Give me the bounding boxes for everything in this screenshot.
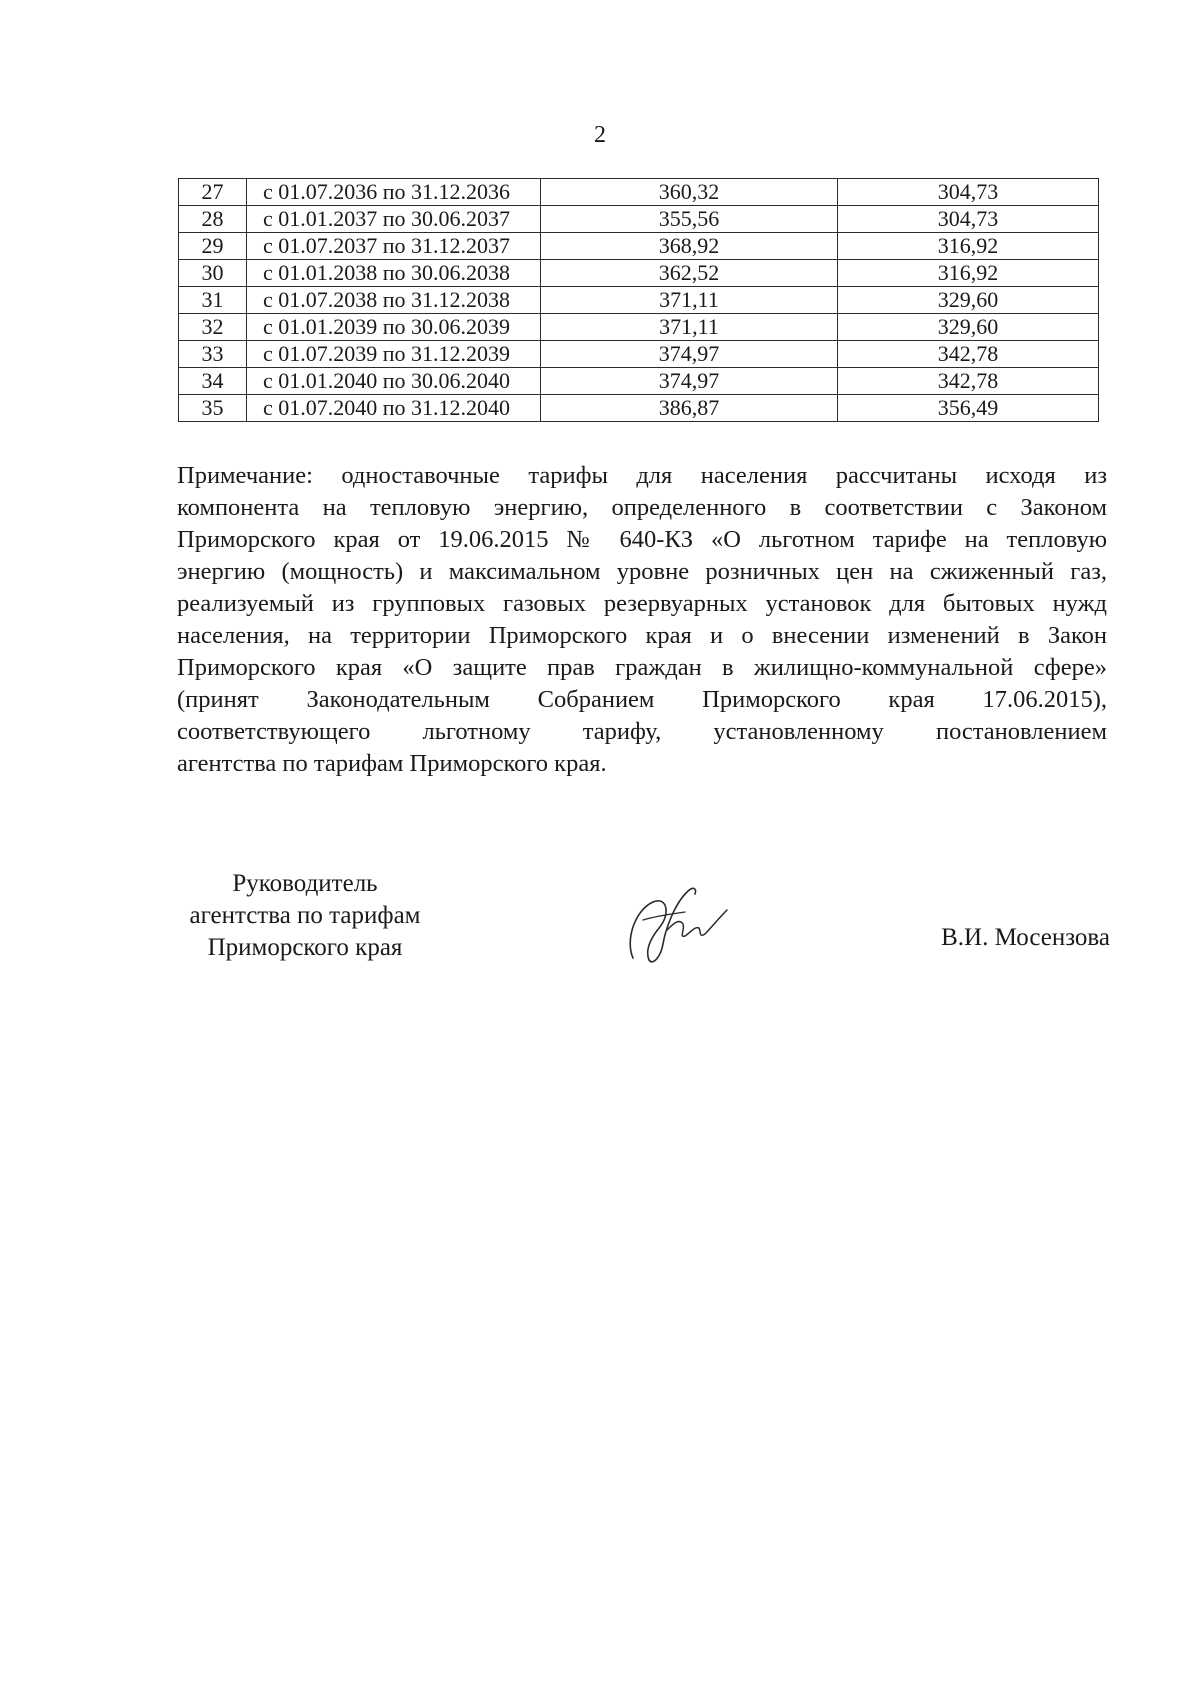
row-number-cell: 28 [179, 206, 247, 233]
table-row [179, 341, 1099, 368]
row-number-cell: 27 [179, 179, 247, 206]
period-cell: с 01.07.2038 по 31.12.2038 [247, 287, 541, 314]
tariff-value-cell: 316,92 [838, 233, 1099, 260]
tariff-value-cell: 368,92 [541, 233, 838, 260]
tariff-value-cell: 342,78 [838, 341, 1099, 368]
period-cell: с 01.07.2040 по 31.12.2040 [247, 395, 541, 422]
table-row [179, 314, 1099, 341]
table-row [179, 206, 1099, 233]
tariff-value-cell: 355,56 [541, 206, 838, 233]
note-line: агентства по тарифам Приморского края. [177, 750, 607, 777]
note-line: населения, на территории Приморского края и о внесении изменений в Закон [177, 622, 1107, 649]
signer-position-line: Руководитель [232, 870, 378, 897]
tariff-value-cell: 374,97 [541, 341, 838, 368]
row-number-cell: 29 [179, 233, 247, 260]
row-number-cell: 30 [179, 260, 247, 287]
tariff-value-cell: 329,60 [838, 287, 1099, 314]
tariff-value-cell: 356,49 [838, 395, 1099, 422]
tariff-value-cell: 316,92 [838, 260, 1099, 287]
note-line: соответствующего льготному тарифу, установленному постановлением [177, 718, 1107, 745]
table-row [179, 287, 1099, 314]
note-line: Приморского края от 19.06.2015 № 640-КЗ «О льготном тарифе на тепловую [177, 526, 1107, 553]
note-line: Приморского края «О защите прав граждан в жилищно-коммунальной сфере» [177, 654, 1107, 681]
row-number-cell: 33 [179, 341, 247, 368]
signer-position-line: Приморского края [207, 934, 403, 961]
row-number-cell: 35 [179, 395, 247, 422]
row-number-cell: 32 [179, 314, 247, 341]
note-line: Примечание: одноставочные тарифы для населения рассчитаны исходя из [177, 462, 1107, 489]
note-line: компонента на тепловую энергию, определенного в соответствии с Законом [177, 494, 1107, 521]
tariff-value-cell: 371,11 [541, 287, 838, 314]
table-row [179, 368, 1099, 395]
note-line: (принят Законодательным Собранием Приморского края 17.06.2015), [177, 686, 1107, 713]
row-number-cell: 31 [179, 287, 247, 314]
signer-name: В.И. Мосензова [941, 924, 1110, 951]
tariff-value-cell: 304,73 [838, 206, 1099, 233]
table-row [179, 233, 1099, 260]
note-line: энергию (мощность) и максимальном уровне розничных цен на сжиженный газ, [177, 558, 1107, 585]
signer-position [170, 868, 440, 964]
tariff-value-cell: 386,87 [541, 395, 838, 422]
page-number: 2 [594, 122, 606, 148]
signer-position-line: агентства по тарифам [189, 902, 421, 929]
period-cell: с 01.01.2038 по 30.06.2038 [247, 260, 541, 287]
period-cell: с 01.07.2037 по 31.12.2037 [247, 233, 541, 260]
tariff-value-cell: 304,73 [838, 179, 1099, 206]
handwritten-signature [615, 870, 765, 970]
row-number-cell: 34 [179, 368, 247, 395]
note-line: реализуемый из групповых газовых резервуарных установок для бытовых нужд [177, 590, 1107, 617]
tariff-table [178, 178, 1099, 422]
tariff-value-cell: 342,78 [838, 368, 1099, 395]
period-cell: с 01.01.2040 по 30.06.2040 [247, 368, 541, 395]
period-cell: с 01.07.2039 по 31.12.2039 [247, 341, 541, 368]
table-row [179, 260, 1099, 287]
period-cell: с 01.07.2036 по 31.12.2036 [247, 179, 541, 206]
tariff-value-cell: 362,52 [541, 260, 838, 287]
table-row [179, 395, 1099, 422]
tariff-value-cell: 329,60 [838, 314, 1099, 341]
tariff-value-cell: 374,97 [541, 368, 838, 395]
tariff-value-cell: 371,11 [541, 314, 838, 341]
period-cell: с 01.01.2037 по 30.06.2037 [247, 206, 541, 233]
table-row [179, 179, 1099, 206]
tariff-value-cell: 360,32 [541, 179, 838, 206]
period-cell: с 01.01.2039 по 30.06.2039 [247, 314, 541, 341]
note-paragraph [177, 460, 1107, 780]
